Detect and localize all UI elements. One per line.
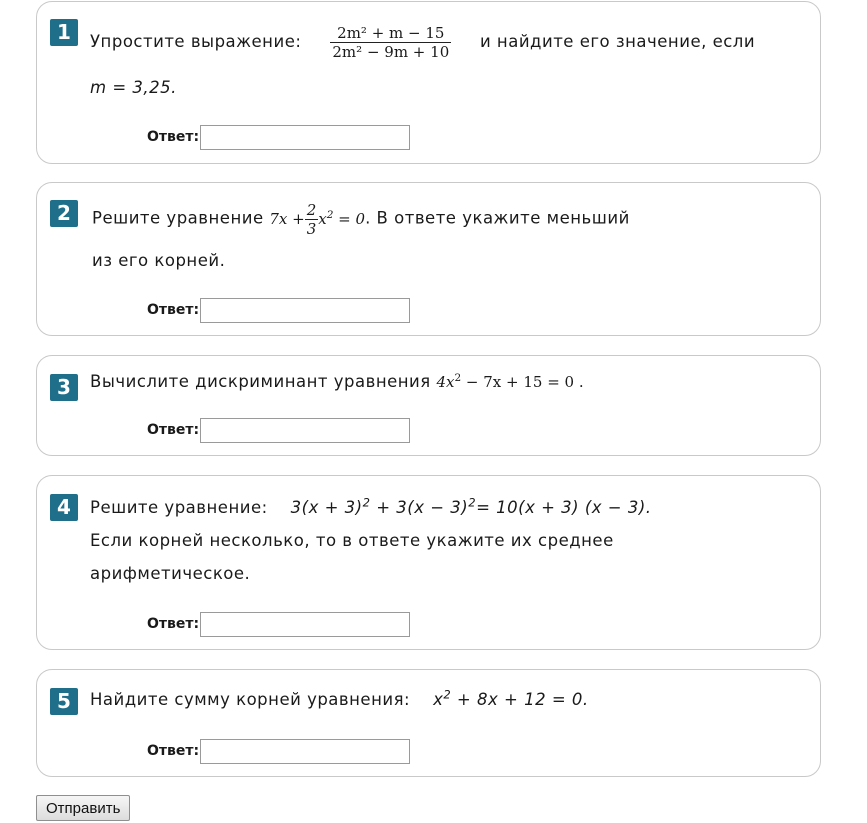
task-number: 3 xyxy=(50,374,78,401)
task-prefix: Решите уравнение xyxy=(92,208,264,228)
equation-part: = 10(x + 3) (x − 3). xyxy=(476,498,652,517)
answer-input-3[interactable] xyxy=(200,418,410,443)
answer-input-2[interactable] xyxy=(200,298,410,323)
equation-part: + 3(x − 3) xyxy=(370,498,469,517)
answer-input-5[interactable] xyxy=(200,739,410,764)
task-card-3 xyxy=(36,355,821,456)
fraction-numerator: 2m² + m − 15 xyxy=(337,24,445,42)
equation xyxy=(433,687,589,709)
equation xyxy=(290,495,652,517)
fraction-denominator: 3 xyxy=(306,220,317,238)
submit-button[interactable]: Отправить xyxy=(36,795,130,821)
task-text xyxy=(92,201,630,238)
answer-label: Ответ: xyxy=(147,422,200,438)
equation-exponent: 2 xyxy=(454,372,462,384)
equation-fraction xyxy=(305,201,319,238)
task-card-5 xyxy=(36,669,821,777)
task-number: 2 xyxy=(50,200,78,227)
task-suffix: и найдите его значение, если xyxy=(479,32,756,51)
equation xyxy=(436,373,583,391)
task-text-line3: арифметическое. xyxy=(90,564,251,583)
answer-label: Ответ: xyxy=(147,743,200,759)
equation-exponent: 2 xyxy=(443,687,452,702)
task-prefix: Упростите выражение: xyxy=(90,32,302,51)
equation-exponent: 2 xyxy=(326,208,334,221)
answer-label: Ответ: xyxy=(147,616,200,632)
task-prefix: Решите уравнение: xyxy=(90,498,268,517)
equation-part: x xyxy=(318,209,327,228)
task-number: 5 xyxy=(50,688,78,715)
task-card-1 xyxy=(36,1,821,164)
task-prefix: Найдите сумму корней уравнения: xyxy=(90,690,411,709)
equation-exponent: 2 xyxy=(468,495,477,510)
task-text xyxy=(90,687,589,709)
answer-input-4[interactable] xyxy=(200,612,410,637)
task-text-line2: Если корней несколько, то в ответе укажите их среднее xyxy=(90,531,614,550)
task-card-2 xyxy=(36,182,821,336)
answer-input-1[interactable] xyxy=(200,125,410,150)
task-text xyxy=(90,495,652,517)
task-number: 4 xyxy=(50,494,78,521)
task-number: 1 xyxy=(50,19,78,46)
equation-part: x xyxy=(433,690,444,709)
fraction-numerator: 2 xyxy=(306,201,317,219)
equation-part: 4x xyxy=(436,373,455,391)
task-text-line2: m = 3,25. xyxy=(90,78,177,97)
equation-part: + 8x + 12 = 0. xyxy=(451,690,589,709)
task-text xyxy=(90,24,755,61)
answer-label: Ответ: xyxy=(147,129,200,145)
task-suffix: . В ответе укажите меньший xyxy=(365,208,630,228)
task-text xyxy=(90,372,584,391)
expression-fraction xyxy=(330,24,451,61)
task-card-4 xyxy=(36,475,821,650)
equation-exponent: 2 xyxy=(362,495,371,510)
equation-part: 3(x + 3) xyxy=(290,498,363,517)
fraction-denominator: 2m² − 9m + 10 xyxy=(332,43,450,61)
equation-part: 7x + xyxy=(269,209,305,228)
task-prefix: Вычислите дискриминант уравнения xyxy=(90,372,431,391)
equation-part: − 7x + 15 = 0 . xyxy=(461,373,584,391)
equation xyxy=(269,201,366,238)
answer-label: Ответ: xyxy=(147,302,200,318)
equation-part: = 0 xyxy=(333,209,366,228)
task-text-line2: из его корней. xyxy=(92,251,226,270)
